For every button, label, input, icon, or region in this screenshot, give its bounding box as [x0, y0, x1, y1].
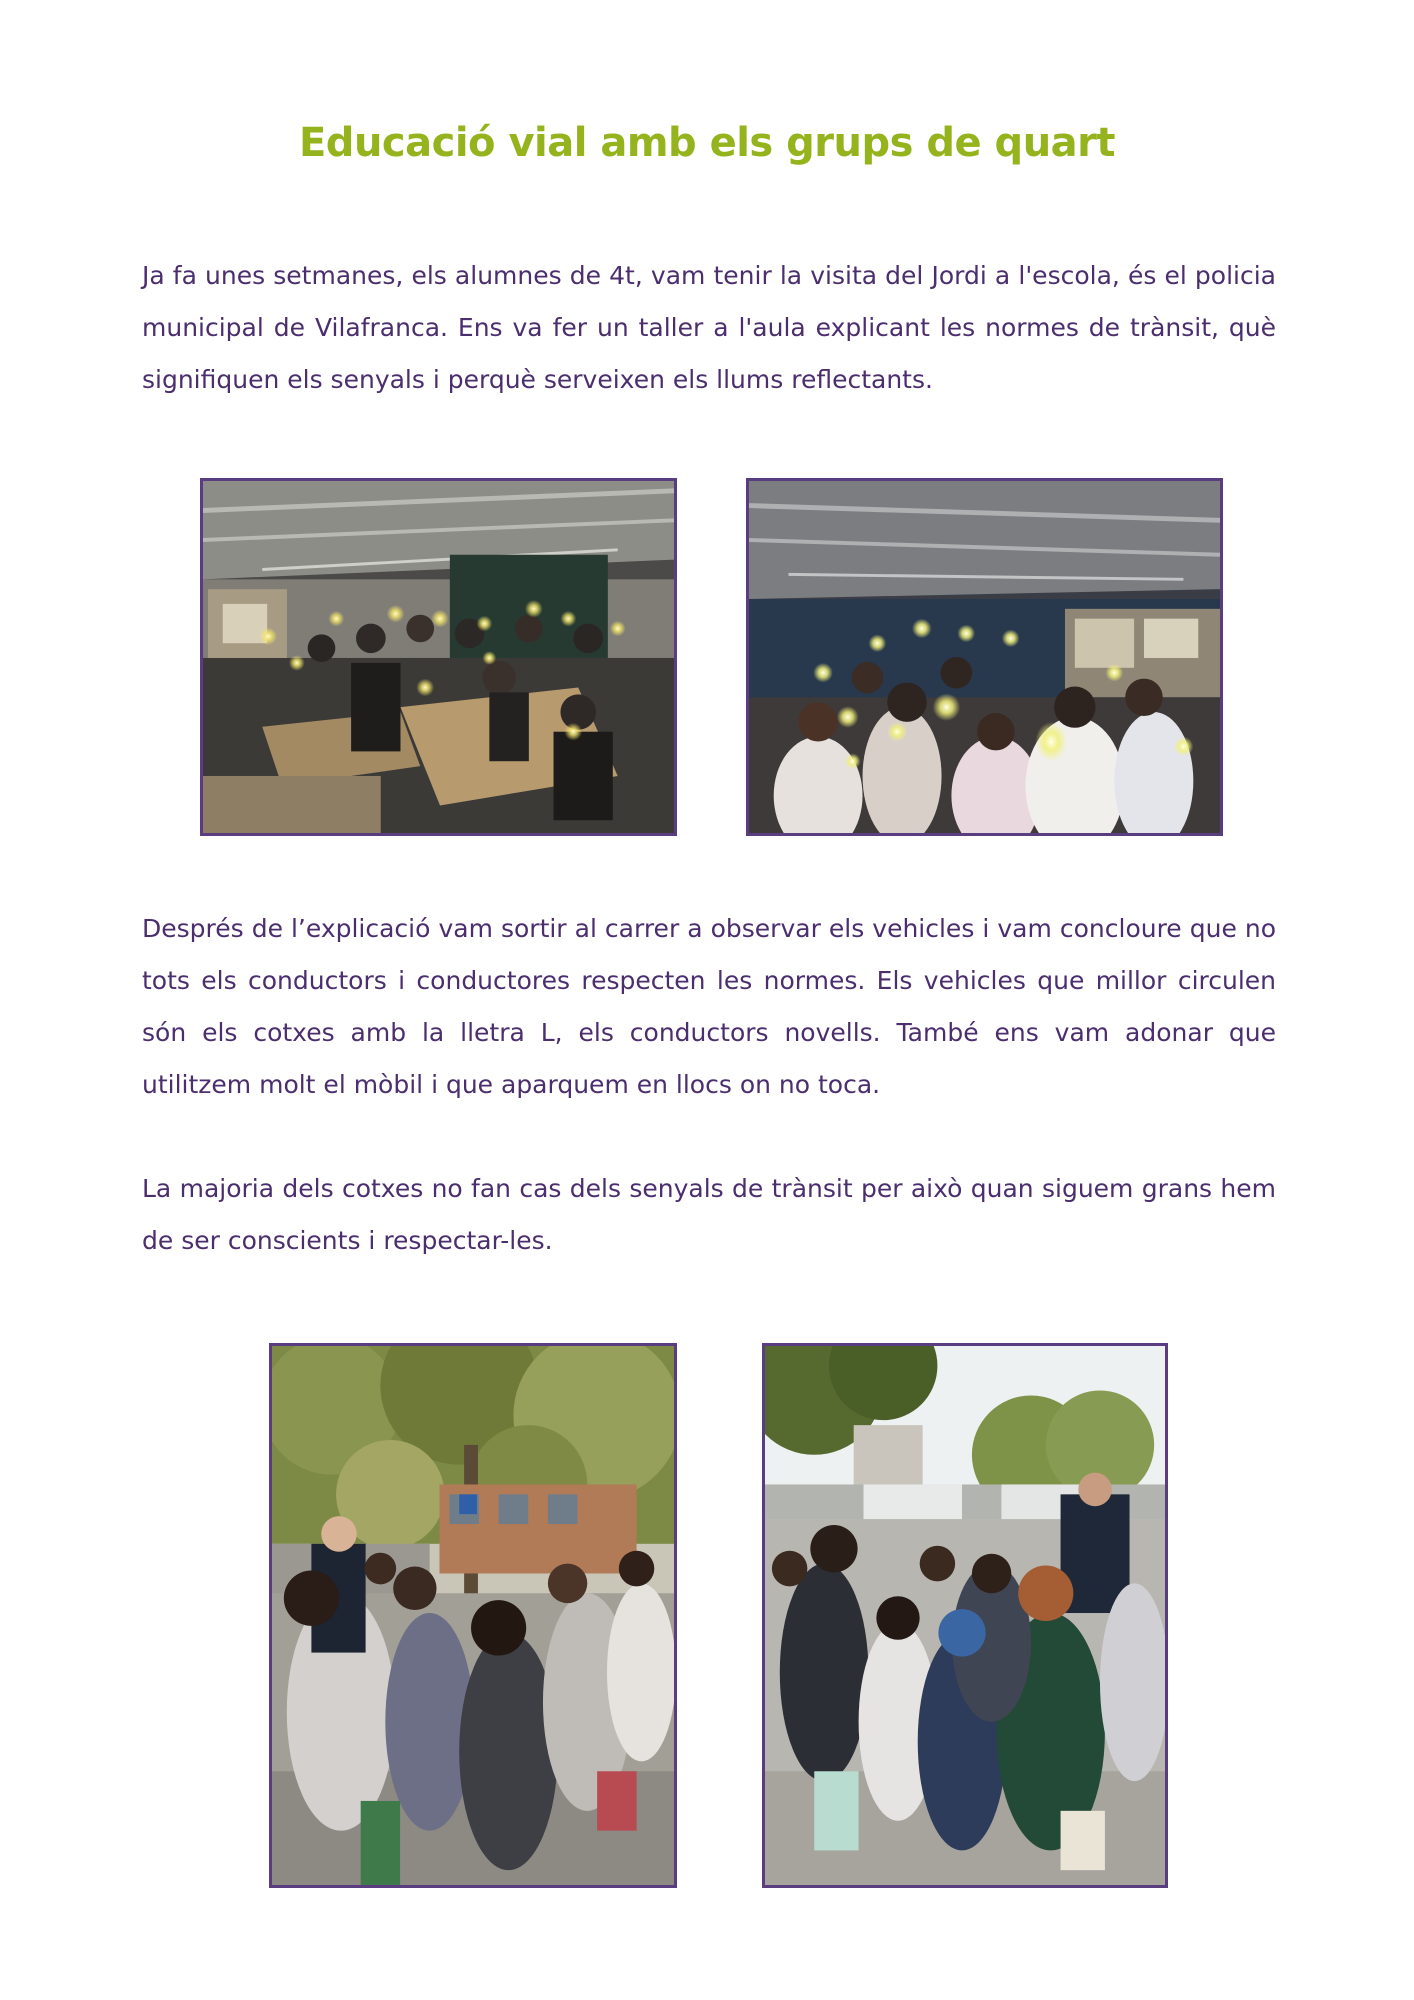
- paragraph-street-observation: Després de l’explicació vam sortir al carrer a observar els vehicles i vam concloure que no tots els conductors i conductores respecten les normes. Els vehicles que millor circulen són els cotxes amb la lletra L, els conductors novells. També ens vam adonar que utilitzem molt el mòbil i que aparquem en llocs on no toca.: [142, 914, 1276, 1099]
- paragraph-intro: Ja fa unes setmanes, els alumnes de 4t, vam tenir la visita del Jordi a l'escola, és el policia municipal de Vilafranca. Ens va fer un taller a l'aula explicant les normes de trànsit, què signifiquen els senyals i perquè serveixen els llums reflectants.: [142, 261, 1276, 394]
- street-photo-1: [269, 1343, 677, 1888]
- page-title: Educació vial amb els grups de quart: [298, 120, 1116, 166]
- paragraph-conclusion: La majoria dels cotxes no fan cas dels senyals de trànsit per això quan siguem grans hem de ser conscients i respectar-les.: [142, 1174, 1276, 1255]
- classroom-photo-2: [746, 478, 1223, 836]
- street-photo-2: [762, 1343, 1168, 1888]
- classroom-photo-1: [200, 478, 677, 836]
